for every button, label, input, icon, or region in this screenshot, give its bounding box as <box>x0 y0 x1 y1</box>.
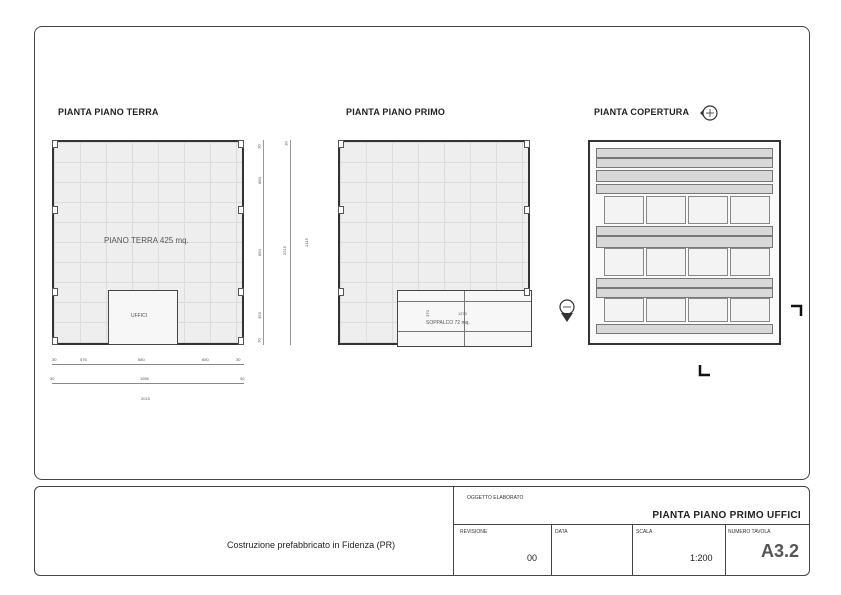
subject-label: OGGETTO ELABORATO <box>467 495 524 501</box>
north-arrow-icon <box>698 103 722 123</box>
pillar <box>524 206 530 214</box>
dimension-line-vertical <box>290 140 291 345</box>
sheet-number-label: NUMERO TAVOLA <box>728 529 771 535</box>
dim-label: 880 <box>138 357 145 362</box>
pillar <box>52 288 58 296</box>
dim-label: 30 <box>283 141 289 146</box>
dim-total-label: 2215 <box>281 246 287 255</box>
divider <box>551 524 552 575</box>
pillar <box>238 288 244 296</box>
ground-floor-plan <box>52 140 244 345</box>
roof-ridge <box>596 184 773 194</box>
mezzanine-line <box>464 291 465 346</box>
roof-skylight <box>604 248 644 276</box>
roof-skylight <box>730 298 770 322</box>
dimension-line <box>52 383 244 384</box>
dim-label: 850 <box>256 249 262 256</box>
divider <box>725 524 726 575</box>
mezzanine-dim: 1270 <box>458 311 467 316</box>
section-corner-icon <box>698 364 712 378</box>
pillar <box>338 288 344 296</box>
roof-ridge <box>596 148 773 158</box>
roof-skylight <box>646 298 686 322</box>
first-floor-plan <box>338 140 530 345</box>
dim-label: 30 <box>256 144 262 149</box>
pillar <box>524 288 530 296</box>
dimension-line <box>52 364 244 365</box>
dim-total-label: 2015 <box>141 396 150 401</box>
roof-skylight <box>730 196 770 224</box>
pillar <box>52 206 58 214</box>
dim-label: 1955 <box>140 376 149 381</box>
dim-label: 30 <box>236 357 241 362</box>
roof-ridge <box>596 324 773 334</box>
mezzanine-label: SOPPALCO 72 mq. <box>426 320 470 326</box>
first-plan-title: PIANTA PIANO PRIMO <box>346 107 446 117</box>
roof-skylight <box>604 298 644 322</box>
roof-skylight <box>646 196 686 224</box>
pillar <box>338 206 344 214</box>
dim-label: 453 <box>256 312 262 319</box>
divider <box>453 487 454 575</box>
roof-skylight <box>646 248 686 276</box>
divider <box>632 524 633 575</box>
section-marker-icon <box>558 297 576 323</box>
dim-label: 575 <box>80 357 87 362</box>
roof-skylight <box>688 196 728 224</box>
dim-label: 30 <box>52 357 57 362</box>
dim-label: 883 <box>256 177 262 184</box>
mezzanine <box>397 290 532 347</box>
office-label: UFFICI <box>131 313 148 319</box>
pillar <box>338 140 344 148</box>
roof-skylight <box>688 298 728 322</box>
ground-plan-title: PIANTA PIANO TERRA <box>58 107 159 117</box>
roof-ridge <box>596 158 773 168</box>
roof-ridge <box>596 170 773 182</box>
roof-skylight <box>688 248 728 276</box>
subject-title: PIANTA PIANO PRIMO UFFICI <box>652 510 801 521</box>
ground-area-label: PIANO TERRA 425 mq. <box>104 236 189 245</box>
dim-label: 30 <box>240 376 245 381</box>
revision-label: REVISIONE <box>460 529 488 535</box>
office-room <box>108 290 178 345</box>
dim-label: 30 <box>50 376 55 381</box>
pillar <box>52 337 58 345</box>
pillar <box>238 337 244 345</box>
roof-ridge <box>596 288 773 298</box>
divider <box>453 524 809 525</box>
roof-ridge <box>596 236 773 248</box>
dim-total-label: 2115 <box>303 238 309 247</box>
roof-ridge <box>596 226 773 236</box>
roof-plan <box>588 140 781 345</box>
pillar <box>52 140 58 148</box>
dimension-line-vertical <box>263 140 264 345</box>
roof-skylight <box>730 248 770 276</box>
sheet-number: A3.2 <box>761 541 800 561</box>
roof-ridge <box>596 278 773 288</box>
scale-value: 1:200 <box>690 553 713 563</box>
roof-skylight <box>604 196 644 224</box>
dim-label: 650 <box>202 357 209 362</box>
mezzanine-dim: 370 <box>424 310 430 317</box>
pillar <box>238 206 244 214</box>
roof-plan-title: PIANTA COPERTURA <box>594 107 690 117</box>
date-label: DATA <box>555 529 568 535</box>
pillar <box>238 140 244 148</box>
project-title: Costruzione prefabbricato in Fidenza (PR) <box>227 540 396 550</box>
pillar <box>524 140 530 148</box>
section-corner-icon <box>790 304 804 318</box>
title-block <box>34 486 810 576</box>
revision-value: 00 <box>527 553 538 563</box>
scale-label: SCALA <box>636 529 653 535</box>
dim-label: 30 <box>256 338 262 343</box>
